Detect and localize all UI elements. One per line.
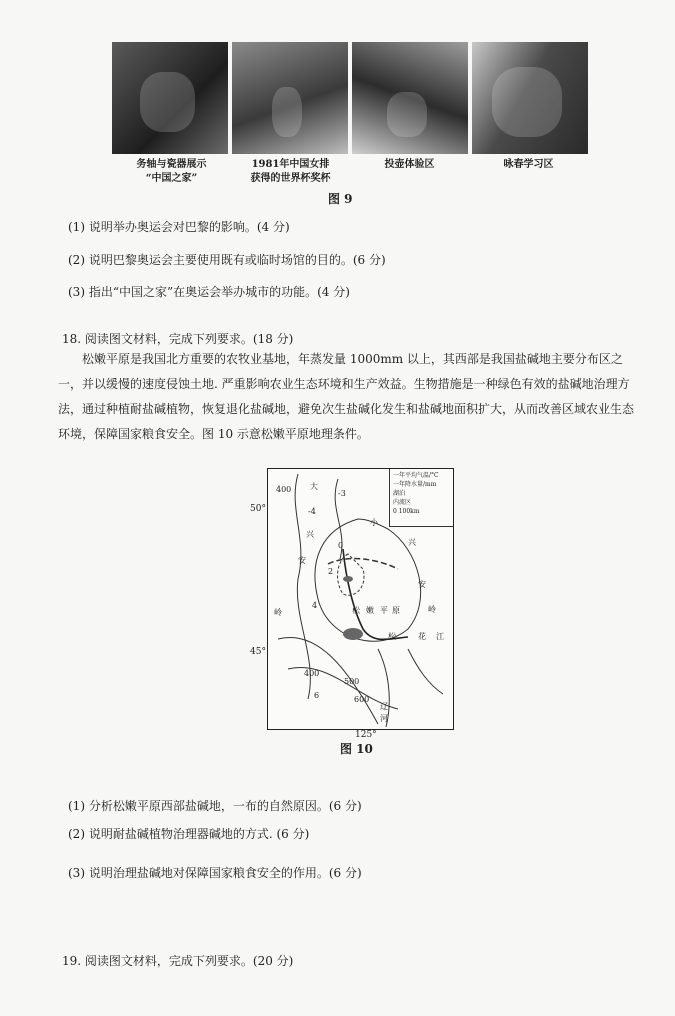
q19-heading: 19. 阅读图文材料，完成下列要求。(20 分)	[62, 954, 294, 968]
figure-9-photos	[112, 42, 588, 154]
caption-1: 务轴与瓷器展示 “中国之家”	[136, 159, 207, 184]
q18-item-2: (2) 说明耐盐碱植物治理器碱地的方式. (6 分)	[68, 827, 310, 841]
figure-9-title: 图 9	[328, 192, 353, 206]
q18-paragraph: 松嫩平原是我国北方重要的农牧业基地，年蒸发量 1000mm 以上，其西部是我国盐碱地主要分布区之一，并以缓慢的速度侵蚀土地. 严重影响农业生态环境和生产效益。生物措施是一种绿色有效的盐碱地治理方法，通过种植耐盐碱植物，恢复退化盐碱地，避免次生盐碱化发生和盐碱地面积扩大，从而改善区域农业生态环境，保障国家粮食安全。图 10 示意松嫩平原地理条件。	[58, 352, 635, 441]
q17-item-1: (1) 说明举办奥运会对巴黎的影响。(4 分)	[68, 220, 290, 234]
figure-10-title: 图 10	[340, 742, 373, 756]
lon-125-label: 125°	[355, 730, 377, 740]
caption-3: 投壶体验区	[384, 159, 435, 170]
photo-china-house-exhibit	[112, 42, 228, 154]
photo-pitch-pot-area	[352, 42, 468, 154]
q18-item-1: (1) 分析松嫩平原西部盐碱地，一布的自然原因。(6 分)	[68, 799, 362, 813]
caption-4: 咏春学习区	[503, 159, 554, 170]
q17-item-2: (2) 说明巴黎奥运会主要使用既有或临时场馆的目的。(6 分)	[68, 253, 386, 267]
lat-50-label: 50°	[250, 504, 266, 514]
songnen-plain-map: 一年平均气温/°C 一年降水量/mm 湖泊 内流区 0 100km 大 兴 安 岭 小 兴 安 岭 松 嫩 平 原 松 花 江 辽 河 400 -3 -4 0 2 4 6 400 500 600	[267, 468, 454, 730]
map-legend: 一年平均气温/°C 一年降水量/mm 湖泊 内流区 0 100km	[389, 469, 453, 527]
photo-wing-chun-area	[472, 42, 588, 154]
photo-world-cup-trophy	[232, 42, 348, 154]
q18-item-3: (3) 说明治理盐碱地对保障国家粮食安全的作用。(6 分)	[68, 866, 362, 880]
lat-45-label: 45°	[250, 647, 266, 657]
caption-2: 1981年中国女排 获得的世界杯奖杯	[250, 159, 331, 184]
q18-heading: 18. 阅读图文材料，完成下列要求。(18 分)	[62, 332, 294, 346]
q17-item-3: (3) 指出“中国之家”在奥运会举办城市的功能。(4 分)	[68, 285, 350, 299]
figure-9-captions	[112, 158, 588, 186]
